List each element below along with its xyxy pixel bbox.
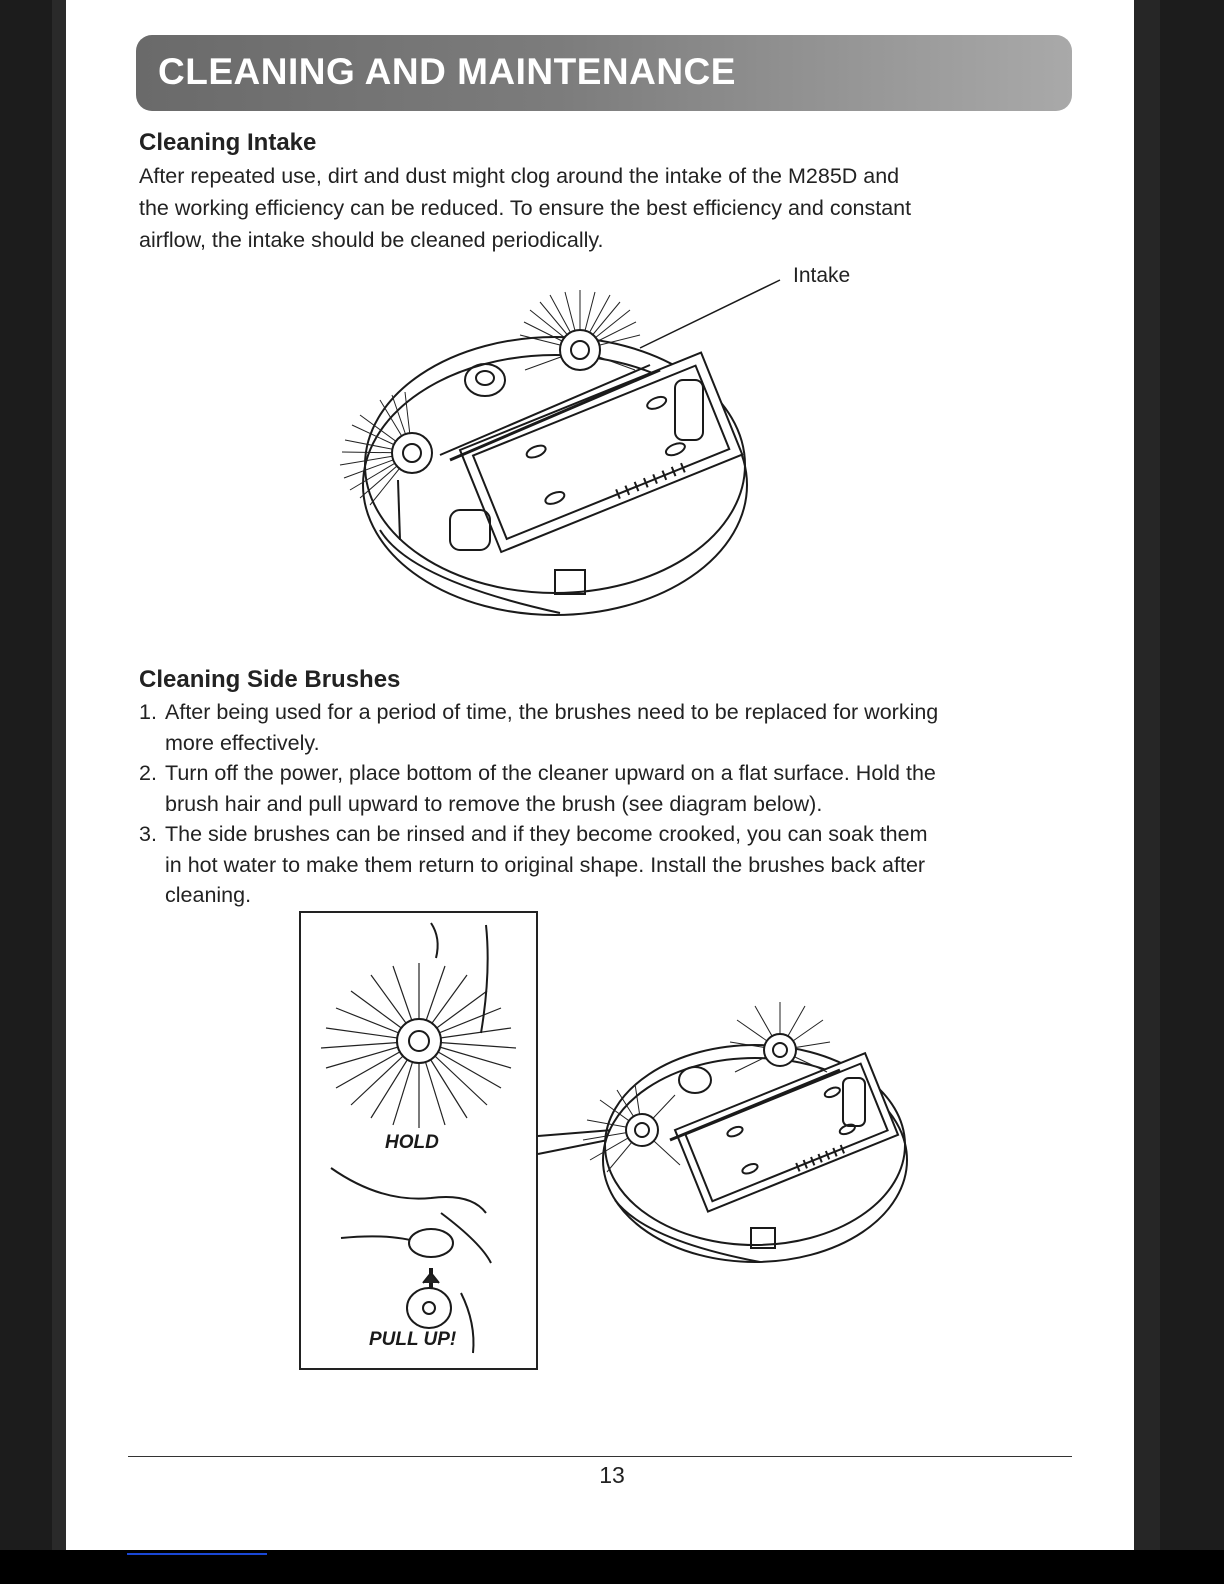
side-brushes-steps (139, 697, 1099, 911)
step-line: cleaning. (165, 883, 252, 907)
step-number: 2. (139, 761, 157, 785)
step-item (139, 819, 1099, 911)
step-line: Turn off the power, place bottom of the cleaner upward on a flat surface. Hold the (165, 761, 936, 785)
intake-paragraph-line: the working efficiency can be reduced. To ensure the best efficiency and constant (139, 196, 912, 220)
scan-edge-left (52, 0, 66, 1550)
step-number: 1. (139, 700, 157, 724)
robot-underside-illustration-2 (575, 1000, 915, 1270)
intake-callout-label: Intake (793, 264, 851, 287)
side-brushes-heading: Cleaning Side Brushes (139, 666, 401, 693)
step-line: in hot water to make them return to original shape. Install the brushes back after (165, 852, 926, 877)
robot-underside-illustration (320, 280, 790, 630)
step-item (139, 697, 1099, 758)
step-line: After being used for a period of time, the brushes need to be replaced for working (165, 700, 939, 724)
intake-heading: Cleaning Intake (139, 129, 317, 156)
intake-paragraph (139, 160, 1069, 256)
step-line: brush hair and pull upward to remove the brush (see diagram below). (165, 791, 823, 816)
scan-edge-right (1134, 0, 1160, 1550)
step-number: 3. (139, 822, 157, 846)
pull-up-label: PULL UP! (369, 1329, 457, 1350)
step-line: more effectively. (165, 730, 320, 755)
brush-removal-inset (299, 911, 538, 1370)
step-line: The side brushes can be rinsed and if they become crooked, you can soak them (165, 822, 928, 846)
scan-edge-bottom (0, 1550, 1224, 1584)
intake-paragraph-line: After repeated use, dirt and dust might clog around the intake of the M285D and (139, 164, 900, 188)
hold-label: HOLD (385, 1132, 439, 1153)
section-header-bar (136, 35, 1072, 111)
intake-paragraph-line: airflow, the intake should be cleaned periodically. (139, 228, 604, 252)
footer-rule (128, 1456, 1072, 1457)
scan-artifact-mark (127, 1553, 267, 1555)
step-item (139, 758, 1099, 819)
page-title: CLEANING AND MAINTENANCE (158, 51, 736, 92)
page-number: 13 (599, 1462, 625, 1488)
